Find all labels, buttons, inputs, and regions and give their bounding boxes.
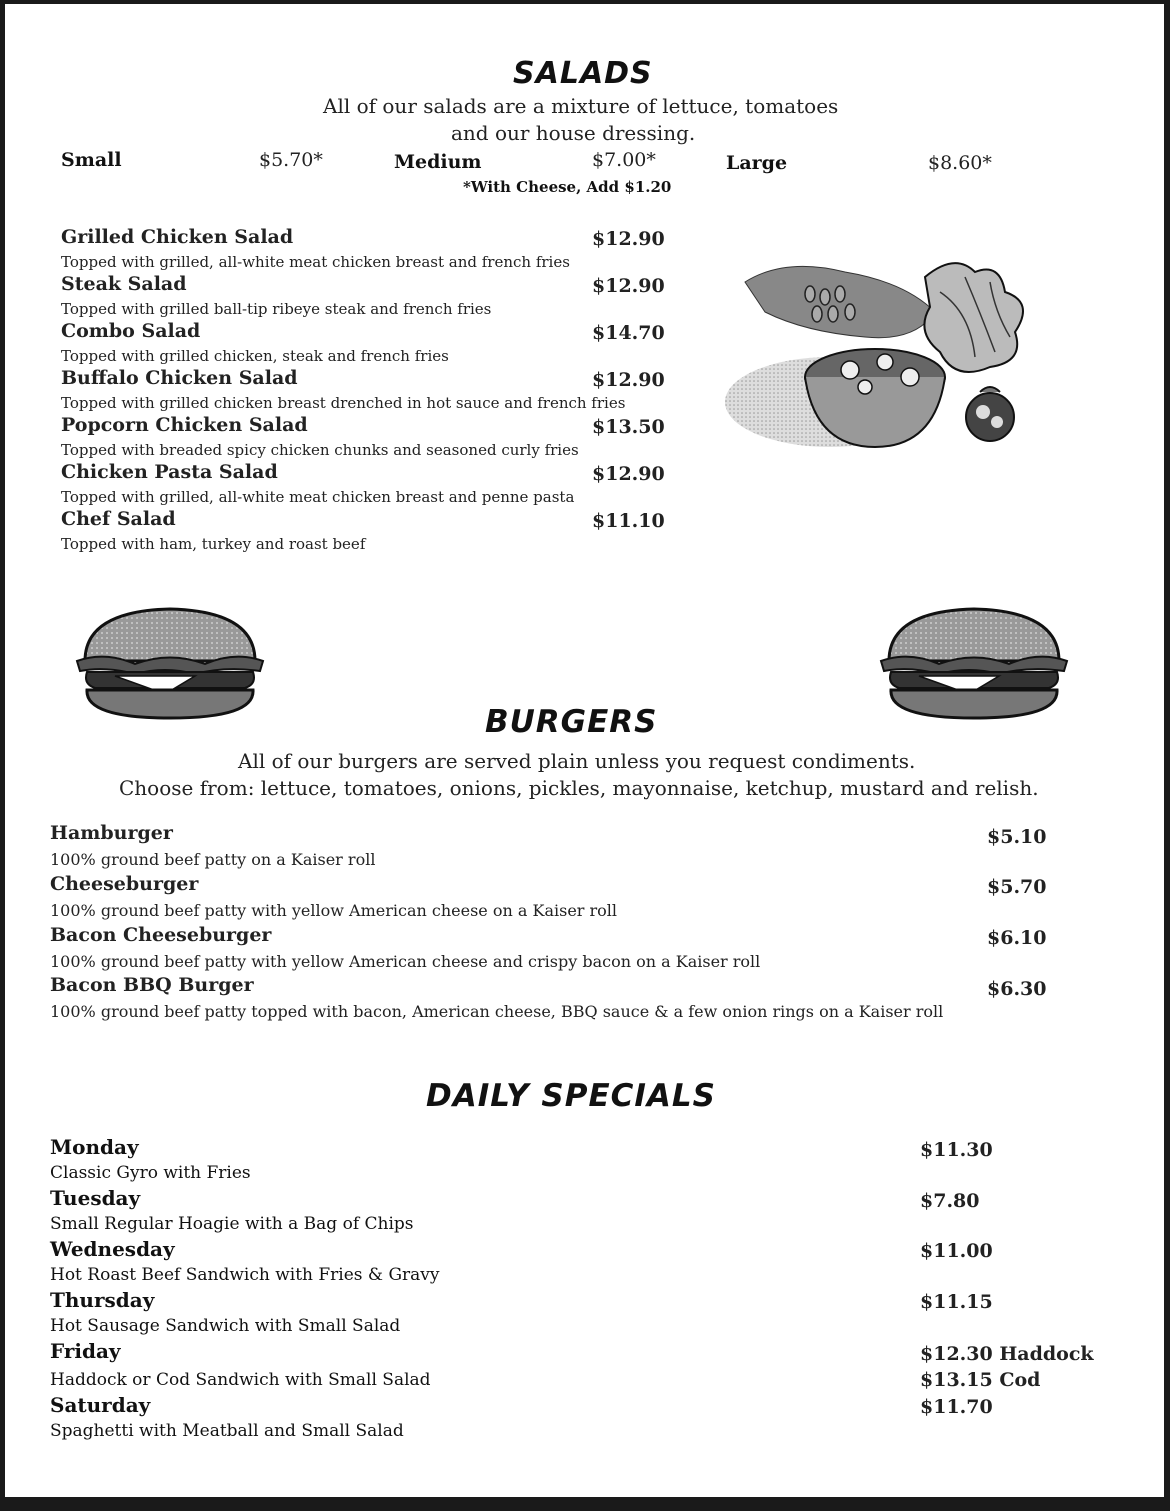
- salad-item-name: Buffalo Chicken Salad: [61, 367, 298, 389]
- cheese-note: *With Cheese, Add $1.20: [463, 178, 672, 196]
- special-price: $7.80: [920, 1190, 980, 1212]
- salads-heading: SALADS: [513, 56, 653, 91]
- menu-page: [5, 4, 1164, 1497]
- salad-item-price: $11.10: [592, 510, 665, 532]
- salad-item-name: Popcorn Chicken Salad: [61, 414, 308, 436]
- size-small-label: Small: [61, 149, 122, 171]
- special-price: $12.30 Haddock: [920, 1343, 1094, 1365]
- special-day: Saturday: [50, 1393, 151, 1417]
- salad-item-price: $12.90: [592, 369, 665, 391]
- special-desc: Classic Gyro with Fries: [50, 1163, 251, 1183]
- burger-item-desc: 100% ground beef patty with yellow American cheese on a Kaiser roll: [50, 901, 618, 920]
- salad-item-price: $13.50: [592, 416, 665, 438]
- salad-item-price: $14.70: [592, 322, 665, 344]
- salad-item-name: Grilled Chicken Salad: [61, 226, 294, 248]
- special-day: Wednesday: [50, 1237, 175, 1261]
- specials-heading: DAILY SPECIALS: [426, 1078, 717, 1114]
- special-price: $11.70: [920, 1396, 993, 1418]
- burgers-heading: BURGERS: [485, 704, 658, 740]
- salad-item-price: $12.90: [592, 275, 665, 297]
- salad-item-desc: Topped with ham, turkey and roast beef: [61, 535, 366, 553]
- size-small-price: $5.70*: [259, 149, 323, 171]
- special-desc: Haddock or Cod Sandwich with Small Salad: [50, 1370, 431, 1390]
- burger-item-price: $5.10: [987, 826, 1047, 848]
- burger-illustration: [879, 606, 1069, 721]
- salad-item-desc: Topped with breaded spicy chicken chunks and seasoned curly fries: [61, 441, 579, 459]
- special-desc: Spaghetti with Meatball and Small Salad: [50, 1421, 404, 1441]
- burgers-intro-line2: Choose from: lettuce, tomatoes, onions, pickles, mayonnaise, ketchup, mustard and relish.: [119, 776, 1039, 800]
- salads-intro-line2: and our house dressing.: [451, 121, 696, 145]
- burger-item-name: Hamburger: [50, 822, 173, 844]
- size-medium-label: Medium: [394, 151, 482, 173]
- size-medium-price: $7.00*: [592, 149, 656, 171]
- salad-bowl-illustration: [725, 252, 1045, 462]
- salad-item-name: Steak Salad: [61, 273, 187, 295]
- salad-item-name: Combo Salad: [61, 320, 201, 342]
- burger-item-name: Bacon Cheeseburger: [50, 924, 272, 946]
- size-large-price: $8.60*: [928, 152, 992, 174]
- burger-item-desc: 100% ground beef patty on a Kaiser roll: [50, 850, 376, 869]
- special-desc: Hot Roast Beef Sandwich with Fries & Gravy: [50, 1265, 440, 1285]
- salad-item-desc: Topped with grilled, all-white meat chicken breast and penne pasta: [61, 488, 575, 506]
- special-day: Tuesday: [50, 1186, 141, 1210]
- burger-item-name: Bacon BBQ Burger: [50, 974, 254, 996]
- special-price: $11.30: [920, 1139, 993, 1161]
- salad-item-desc: Topped with grilled chicken, steak and french fries: [61, 347, 449, 365]
- special-price-cod: $13.15 Cod: [920, 1369, 1041, 1391]
- burger-item-desc: 100% ground beef patty with yellow American cheese and crispy bacon on a Kaiser roll: [50, 952, 761, 971]
- salad-item-desc: Topped with grilled ball-tip ribeye steak and french fries: [61, 300, 492, 318]
- burger-item-price: $5.70: [987, 876, 1047, 898]
- burger-illustration: [75, 606, 265, 721]
- burger-item-price: $6.30: [987, 978, 1047, 1000]
- salads-intro-line1: All of our salads are a mixture of lettuce, tomatoes: [323, 94, 839, 118]
- burgers-intro-line1: All of our burgers are served plain unless you request condiments.: [238, 749, 916, 773]
- salad-item-desc: Topped with grilled chicken breast drenched in hot sauce and french fries: [61, 394, 626, 412]
- special-day: Monday: [50, 1135, 139, 1159]
- special-desc: Small Regular Hoagie with a Bag of Chips: [50, 1214, 414, 1234]
- salad-item-price: $12.90: [592, 463, 665, 485]
- special-day: Friday: [50, 1339, 121, 1363]
- special-price: $11.00: [920, 1240, 993, 1262]
- salad-item-name: Chicken Pasta Salad: [61, 461, 278, 483]
- burger-item-name: Cheeseburger: [50, 873, 199, 895]
- salad-item-desc: Topped with grilled, all-white meat chicken breast and french fries: [61, 253, 570, 271]
- special-desc: Hot Sausage Sandwich with Small Salad: [50, 1316, 401, 1336]
- size-large-label: Large: [726, 152, 788, 174]
- special-price: $11.15: [920, 1291, 993, 1313]
- burger-item-price: $6.10: [987, 927, 1047, 949]
- salad-item-name: Chef Salad: [61, 508, 176, 530]
- burger-item-desc: 100% ground beef patty topped with bacon, American cheese, BBQ sauce & a few onion rings on a Kaiser roll: [50, 1002, 944, 1021]
- special-day: Thursday: [50, 1288, 155, 1312]
- salad-item-price: $12.90: [592, 228, 665, 250]
